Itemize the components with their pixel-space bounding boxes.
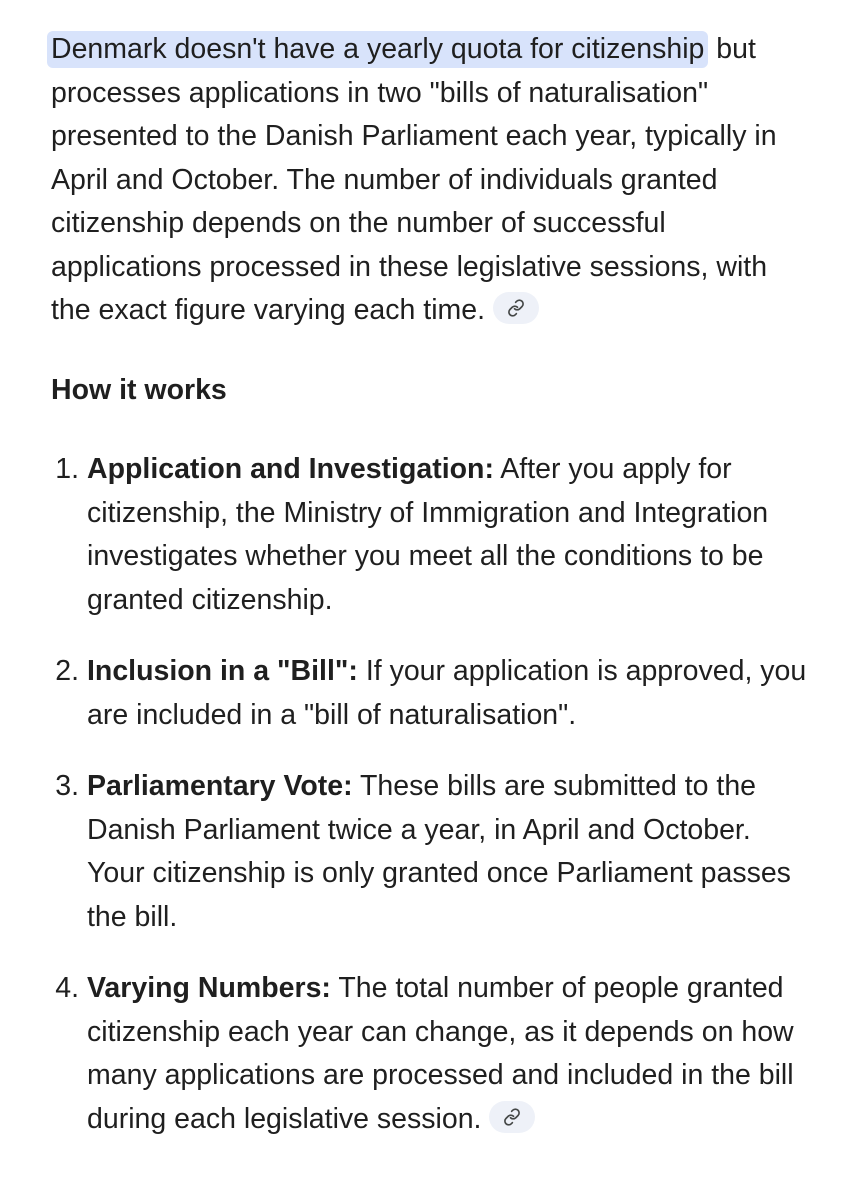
intro-text: but processes applications in two "bills of naturalisation" presented to the Danish Parliament each year, typically in April and October. The number of individuals granted citizenship depends on the number of successful applications processed in these legislative sessions, with the exact figure varying each time. [51, 33, 777, 326]
list-item [51, 650, 814, 737]
step-title: Inclusion in a "Bill": [87, 655, 358, 687]
intro-paragraph [51, 28, 814, 333]
link-icon [507, 299, 525, 317]
steps-list [51, 448, 814, 1141]
step-text: The total number of people granted citizenship each year can change, as it depends on how many applications are processed and included in the bill during each legislative session. [87, 972, 794, 1135]
list-item [51, 967, 814, 1141]
highlighted-text[interactable]: Denmark doesn't have a yearly quota for citizenship [47, 31, 708, 68]
source-link-chip[interactable] [489, 1101, 535, 1133]
step-number: 1. [55, 453, 79, 485]
step-title: Varying Numbers: [87, 972, 331, 1004]
list-item [51, 448, 814, 622]
link-icon [503, 1108, 521, 1126]
source-link-chip[interactable] [493, 292, 539, 324]
step-number: 3. [55, 770, 79, 802]
section-heading: How it works [51, 373, 227, 406]
step-text: After you apply for citizenship, the Ministry of Immigration and Integration investigates whether you meet all the conditions to be granted citizenship. [87, 453, 769, 616]
step-title: Parliamentary Vote: [87, 770, 353, 802]
step-text: If your application is approved, you are included in a "bill of naturalisation". [87, 655, 807, 731]
list-item [51, 765, 814, 939]
step-number: 2. [55, 655, 79, 687]
step-number: 4. [55, 972, 79, 1004]
step-title: Application and Investigation: [87, 453, 494, 485]
step-text: These bills are submitted to the Danish Parliament twice a year, in April and October. Your citizenship is only granted once Parliament passes the bill. [87, 770, 791, 933]
